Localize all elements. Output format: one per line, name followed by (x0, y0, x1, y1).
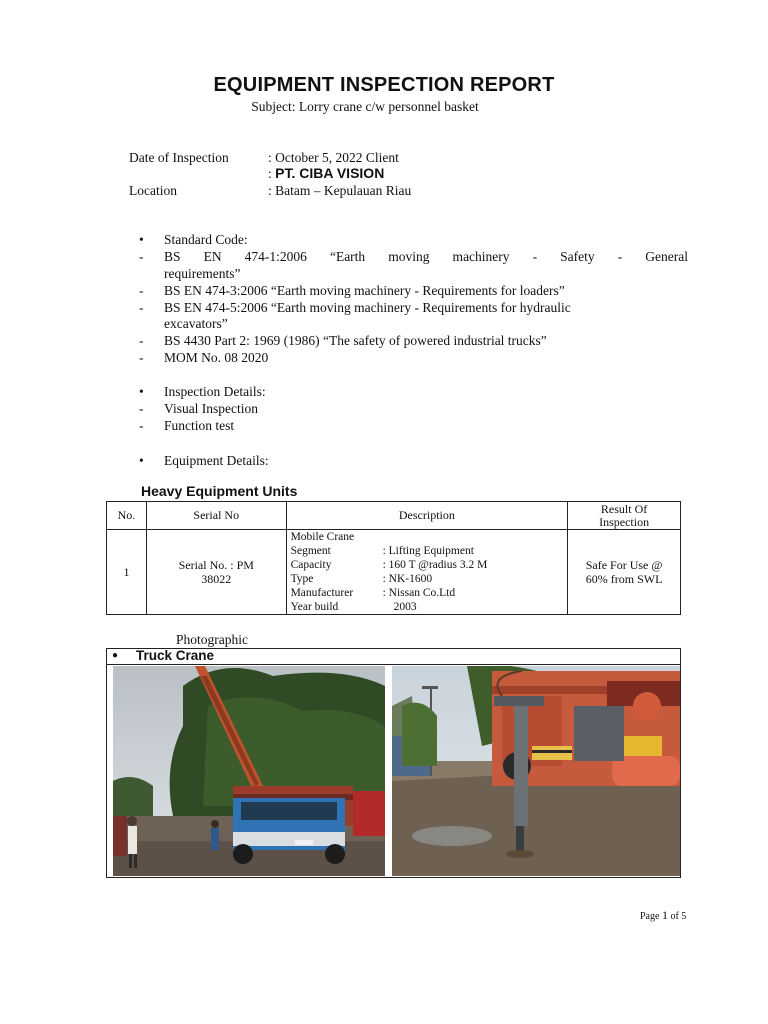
serial-line: Serial No. : PM (178, 558, 254, 572)
header-serial: Serial No (146, 502, 286, 530)
equipment-heading-row (0, 452, 768, 469)
desc-key: Year build (290, 601, 339, 613)
header-description: Description (286, 502, 568, 530)
standard-item-text: BS EN 474-1:2006 “Earth moving machinery - Safety - General (164, 249, 688, 264)
inspection-heading-row (0, 383, 768, 400)
bullet-mark: • (139, 232, 144, 247)
truck-crane-title: Truck Crane (136, 648, 215, 663)
standard-item (0, 299, 768, 316)
standard-item (0, 282, 768, 299)
truck-crane-photo (113, 666, 385, 876)
inspection-heading: Inspection Details: (164, 384, 266, 399)
desc-row (291, 558, 564, 572)
result-line: Safe For Use @ (585, 558, 663, 572)
inspection-item-text: Function test (164, 418, 235, 433)
dash-mark: - (139, 283, 144, 298)
desc-value: : Lifting Equipment (382, 545, 474, 557)
desc-value: : Nissan Co.Ltd (382, 587, 456, 599)
page-word: Page (640, 911, 660, 922)
desc-value: : NK-1600 (382, 573, 433, 585)
standard-item-text: BS 4430 Part 2: 1969 (1986) “The safety of powered industrial trucks” (164, 333, 547, 348)
date-value: : October 5, 2022 Client (268, 150, 399, 165)
cell-no: 1 (107, 530, 147, 615)
dash-mark: - (139, 333, 144, 348)
page-footer (640, 908, 686, 923)
inspection-item (0, 400, 768, 417)
desc-row (291, 600, 564, 614)
cell-description (286, 530, 568, 615)
units-table (106, 501, 681, 615)
report-title: EQUIPMENT INSPECTION REPORT (213, 74, 555, 96)
standard-item-text: requirements” (164, 266, 241, 281)
outrigger-photo (392, 666, 680, 876)
header-result-line: Result Of (600, 501, 648, 516)
cell-result (568, 530, 681, 615)
desc-key: Segment (290, 545, 331, 557)
cell-serial (146, 530, 286, 615)
page-number: 1 (661, 908, 668, 922)
standard-item-text: excavators” (164, 316, 228, 331)
standard-item-text: BS EN 474-3:2006 “Earth moving machinery - Requirements for loaders” (164, 283, 565, 298)
desc-row (291, 544, 564, 558)
dash-mark: - (139, 418, 144, 433)
photo-header-divider (107, 664, 680, 665)
standard-item-text: BS EN 474-5:2006 “Earth moving machinery - Requirements for hydraulic (164, 300, 571, 315)
desc-value: 2003 (393, 601, 417, 613)
standard-item (0, 332, 768, 349)
dash-mark: - (139, 350, 144, 365)
standard-item-text: MOM No. 08 2020 (164, 350, 269, 365)
units-heading: Heavy Equipment Units (141, 483, 298, 499)
standard-item (0, 248, 768, 265)
standard-item-continued (0, 315, 768, 332)
desc-key: Type (290, 573, 314, 585)
location-label: Location (129, 183, 177, 198)
equipment-heading: Equipment Details: (164, 453, 269, 468)
truck-crane-image (113, 666, 385, 876)
serial-line: 38022 (201, 572, 232, 586)
photographic-label: Photographic (176, 632, 248, 647)
table-row (107, 530, 681, 615)
desc-key: Manufacturer (290, 587, 354, 599)
inspection-item (0, 417, 768, 434)
client-name: PT. CIBA VISION (275, 165, 385, 181)
dash-mark: - (139, 249, 144, 264)
desc-value: : 160 T @radius 3.2 M (382, 559, 488, 571)
bullet-mark: • (139, 384, 144, 399)
units-header-row (107, 502, 681, 530)
client-line (268, 165, 384, 182)
desc-row (291, 572, 564, 586)
header-no: No. (107, 502, 147, 530)
client-prefix: : (268, 166, 272, 181)
header-result-line: Inspection (599, 514, 650, 529)
inspection-item-text: Visual Inspection (164, 401, 259, 416)
desc-key: Capacity (290, 559, 332, 571)
desc-row (291, 586, 564, 600)
date-label: Date of Inspection (129, 150, 229, 165)
report-subject: Subject: Lorry crane c/w personnel basket (251, 99, 479, 114)
location-value: : Batam – Kepulauan Riau (268, 183, 412, 198)
dash-mark: - (139, 300, 144, 315)
standard-heading: Standard Code: (164, 232, 248, 247)
standard-item (0, 349, 768, 366)
result-line: 60% from SWL (585, 572, 663, 586)
dash-mark: - (139, 401, 144, 416)
outrigger-image (392, 666, 680, 876)
bullet-mark: • (139, 453, 144, 468)
header-result (568, 502, 681, 530)
standard-item-continued (0, 265, 768, 282)
standard-heading-row (0, 231, 768, 248)
truck-crane-bullet: ● (112, 650, 119, 661)
desc-title: Mobile Crane (290, 531, 355, 543)
page-total: of 5 (670, 911, 687, 922)
